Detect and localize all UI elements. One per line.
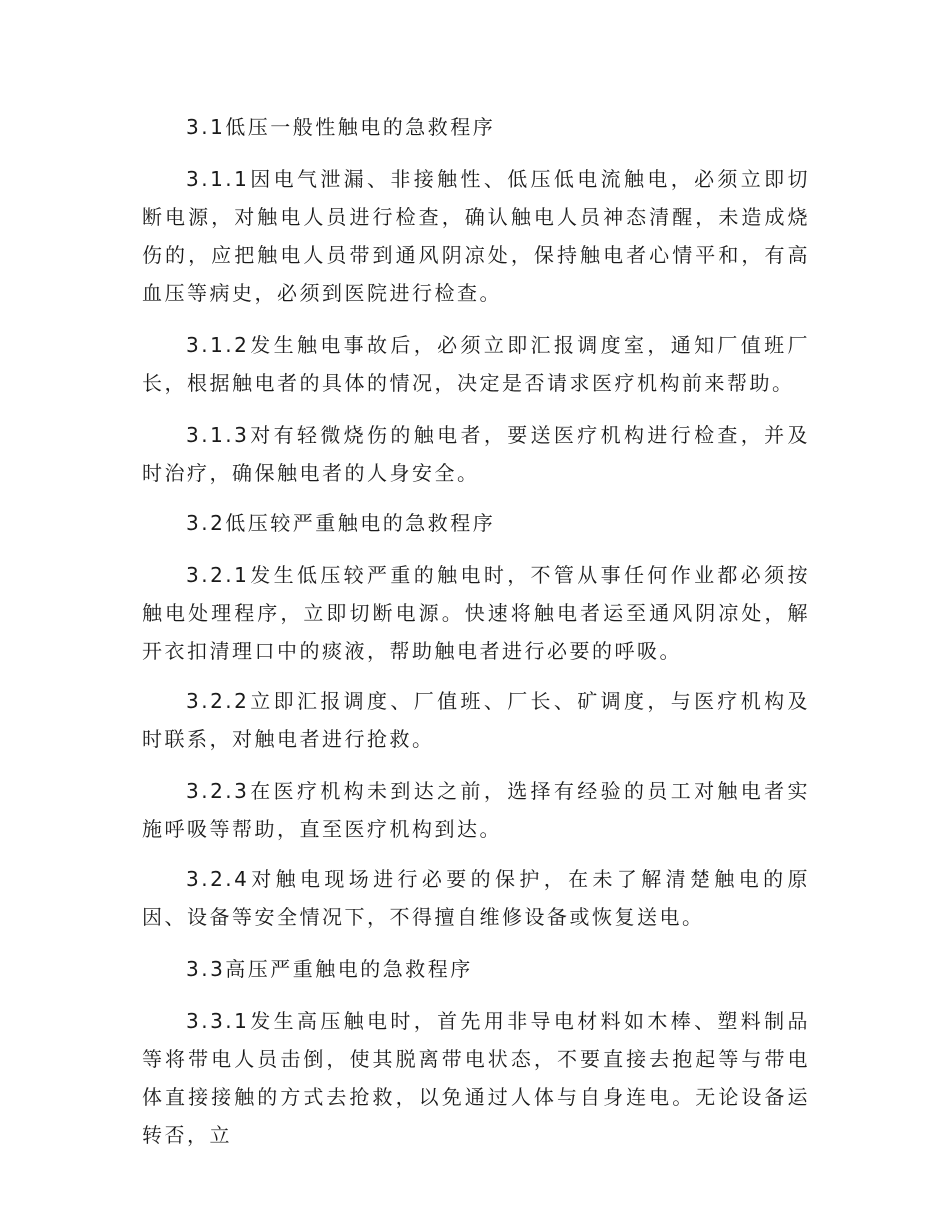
- paragraph-3-1-2: 3.1.2发生触电事故后，必须立即汇报调度室，通知厂值班厂长，根据触电者的具体的情况，决定是否请求医疗机构前来帮助。: [142, 333, 810, 395]
- paragraph-3-1-1: 3.1.1因电气泄漏、非接触性、低压低电流触电，必须立即切断电源，对触电人员进行检查，确认触电人员神态清醒，未造成烧伤的，应把触电人员带到通风阴凉处，保持触电者心情平和，有高血压等病史，必须到医院进行检查。: [142, 167, 810, 305]
- paragraph-3-2-2: 3.2.2立即汇报调度、厂值班、厂长、矿调度，与医疗机构及时联系，对触电者进行抢救。: [142, 689, 810, 751]
- paragraph-3-3-1: 3.3.1发生高压触电时，首先用非导电材料如木棒、塑料制品等将带电人员击倒，使其脱离带电状态，不要直接去抱起等与带电体直接接触的方式去抢救，以免通过人体与自身连电。无论设备运转否，立: [142, 1009, 810, 1147]
- paragraph-3-2-4: 3.2.4对触电现场进行必要的保护，在未了解清楚触电的原因、设备等安全情况下，不得擅自维修设备或恢复送电。: [142, 867, 810, 929]
- section-heading-3-3: 3.3高压严重触电的急救程序: [186, 957, 473, 981]
- section-heading-3-1: 3.1低压一般性触电的急救程序: [186, 115, 496, 139]
- section-heading-3-2: 3.2低压较严重触电的急救程序: [186, 511, 496, 535]
- paragraph-3-2-1: 3.2.1发生低压较严重的触电时，不管从事任何作业都必须按触电处理程序，立即切断电源。快速将触电者运至通风阴凉处，解开衣扣清理口中的痰液，帮助触电者进行必要的呼吸。: [142, 563, 810, 663]
- paragraph-3-1-3: 3.1.3对有轻微烧伤的触电者，要送医疗机构进行检查，并及时治疗，确保触电者的人身安全。: [142, 423, 810, 485]
- paragraph-3-2-3: 3.2.3在医疗机构未到达之前，选择有经验的员工对触电者实施呼吸等帮助，直至医疗机构到达。: [142, 779, 810, 841]
